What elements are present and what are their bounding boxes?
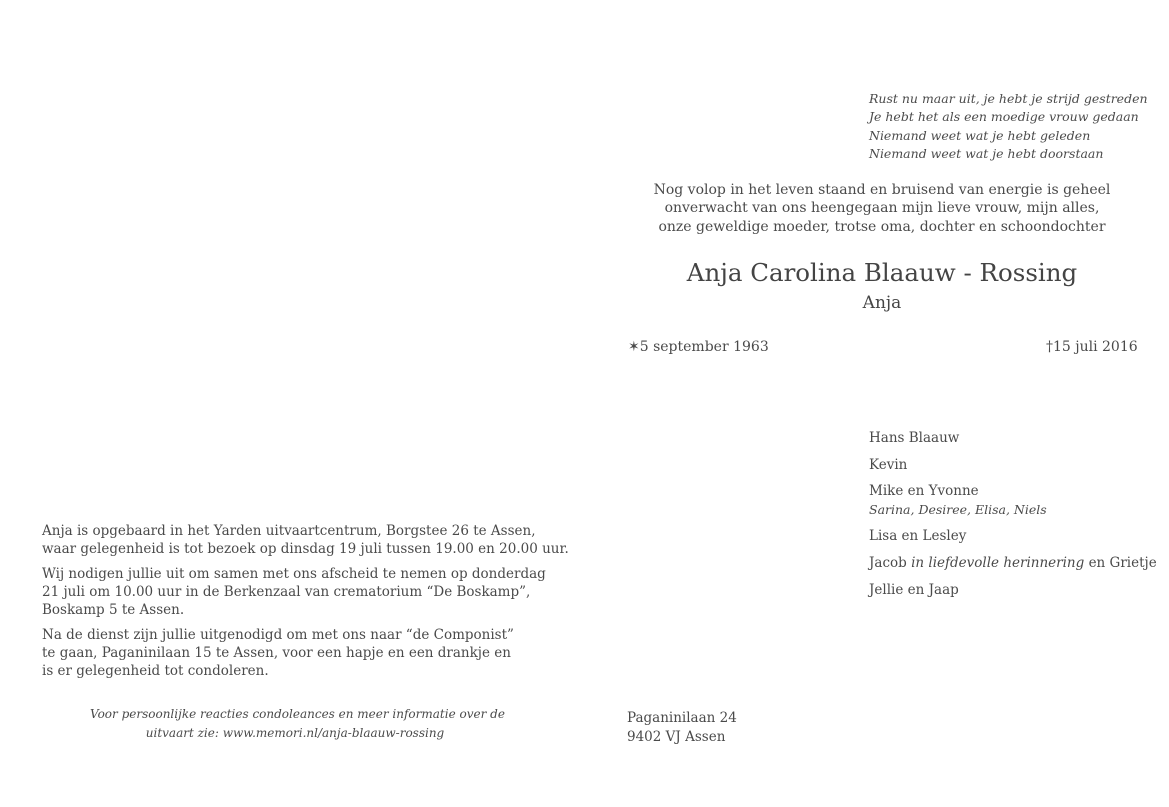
birth-date — [628, 337, 769, 357]
memory-note: in liefdevolle herinnering — [911, 555, 1085, 571]
family-member — [869, 554, 1157, 572]
poem — [869, 90, 1148, 164]
birth-star-icon: ✶ — [628, 339, 640, 355]
note-line: Voor persoonlijke reacties condoleances en meer informatie over de — [90, 707, 505, 721]
address-city: 9402 VJ Assen — [627, 729, 726, 745]
details-line: Na de dienst zijn jullie uitgenodigd om met ons naar “de Componist” — [42, 627, 514, 643]
condolence-paragraph — [42, 626, 532, 680]
details-line: waar gelegenheid is tot bezoek op dinsdag 19 juli tussen 19.00 en 20.00 uur. — [42, 541, 569, 557]
grandchildren: Sarina, Desiree, Elisa, Niels — [869, 502, 1047, 517]
death-cross-icon: † — [1046, 339, 1053, 355]
details-line: Anja is opgebaard in het Yarden uitvaartcentrum, Borgstee 26 te Assen, — [42, 523, 536, 539]
details-line: is er gelegenheid tot condoleren. — [42, 663, 269, 679]
details-line: Wij nodigen jullie uit om samen met ons afscheid te nemen op donderdag — [42, 566, 546, 582]
poem-line: Rust nu maar uit, je hebt je strijd gestreden — [869, 91, 1148, 106]
online-condolence-note — [90, 705, 505, 742]
family-member-rest: en Grietje — [1088, 555, 1157, 571]
details-line: 21 juli om 10.00 uur in de Berkenzaal van crematorium “De Boskamp”, — [42, 584, 531, 600]
viewing-paragraph — [42, 522, 569, 558]
correspondence-address — [627, 709, 737, 747]
intro-line: onze geweldige moeder, trotse oma, dochter en schoondochter — [658, 218, 1106, 235]
family-member: Kevin — [869, 457, 908, 473]
ceremony-paragraph — [42, 565, 546, 619]
poem-line: Niemand weet wat je hebt doorstaan — [869, 146, 1104, 162]
deceased-full-name: Anja Carolina Blaauw - Rossing — [686, 258, 1078, 287]
details-line: te gaan, Paganinilaan 15 te Assen, voor een hapje en een drankje en — [42, 645, 511, 661]
intro-line: onverwacht van ons heengegaan mijn lieve vrouw, mijn alles, — [664, 200, 1100, 217]
family-member: Lisa en Lesley — [869, 528, 967, 544]
note-line: uitvaart zie: www.memori.nl/anja-blaauw-rossing — [145, 725, 445, 740]
family-member-name: Jacob — [869, 555, 907, 571]
family-member: Hans Blaauw — [869, 430, 960, 446]
intro-line: Nog volop in het leven staand en bruisend van energie is geheel — [653, 182, 1111, 198]
deceased-nickname: Anja — [862, 293, 902, 313]
funeral-details — [42, 522, 569, 687]
address-street: Paganinilaan 24 — [627, 710, 737, 726]
announcement-intro — [640, 181, 1124, 236]
birth-date-text: 5 september 1963 — [639, 339, 769, 355]
family-member: Mike en Yvonne — [869, 483, 979, 499]
family-member: Jellie en Jaap — [869, 582, 959, 598]
death-date-text: 15 juli 2016 — [1053, 339, 1138, 355]
poem-line: Je hebt het als een moedige vrouw gedaan — [869, 109, 1139, 125]
details-line: Boskamp 5 te Assen. — [42, 602, 185, 618]
death-date — [1046, 337, 1138, 357]
poem-line: Niemand weet wat je hebt geleden — [869, 127, 1091, 143]
